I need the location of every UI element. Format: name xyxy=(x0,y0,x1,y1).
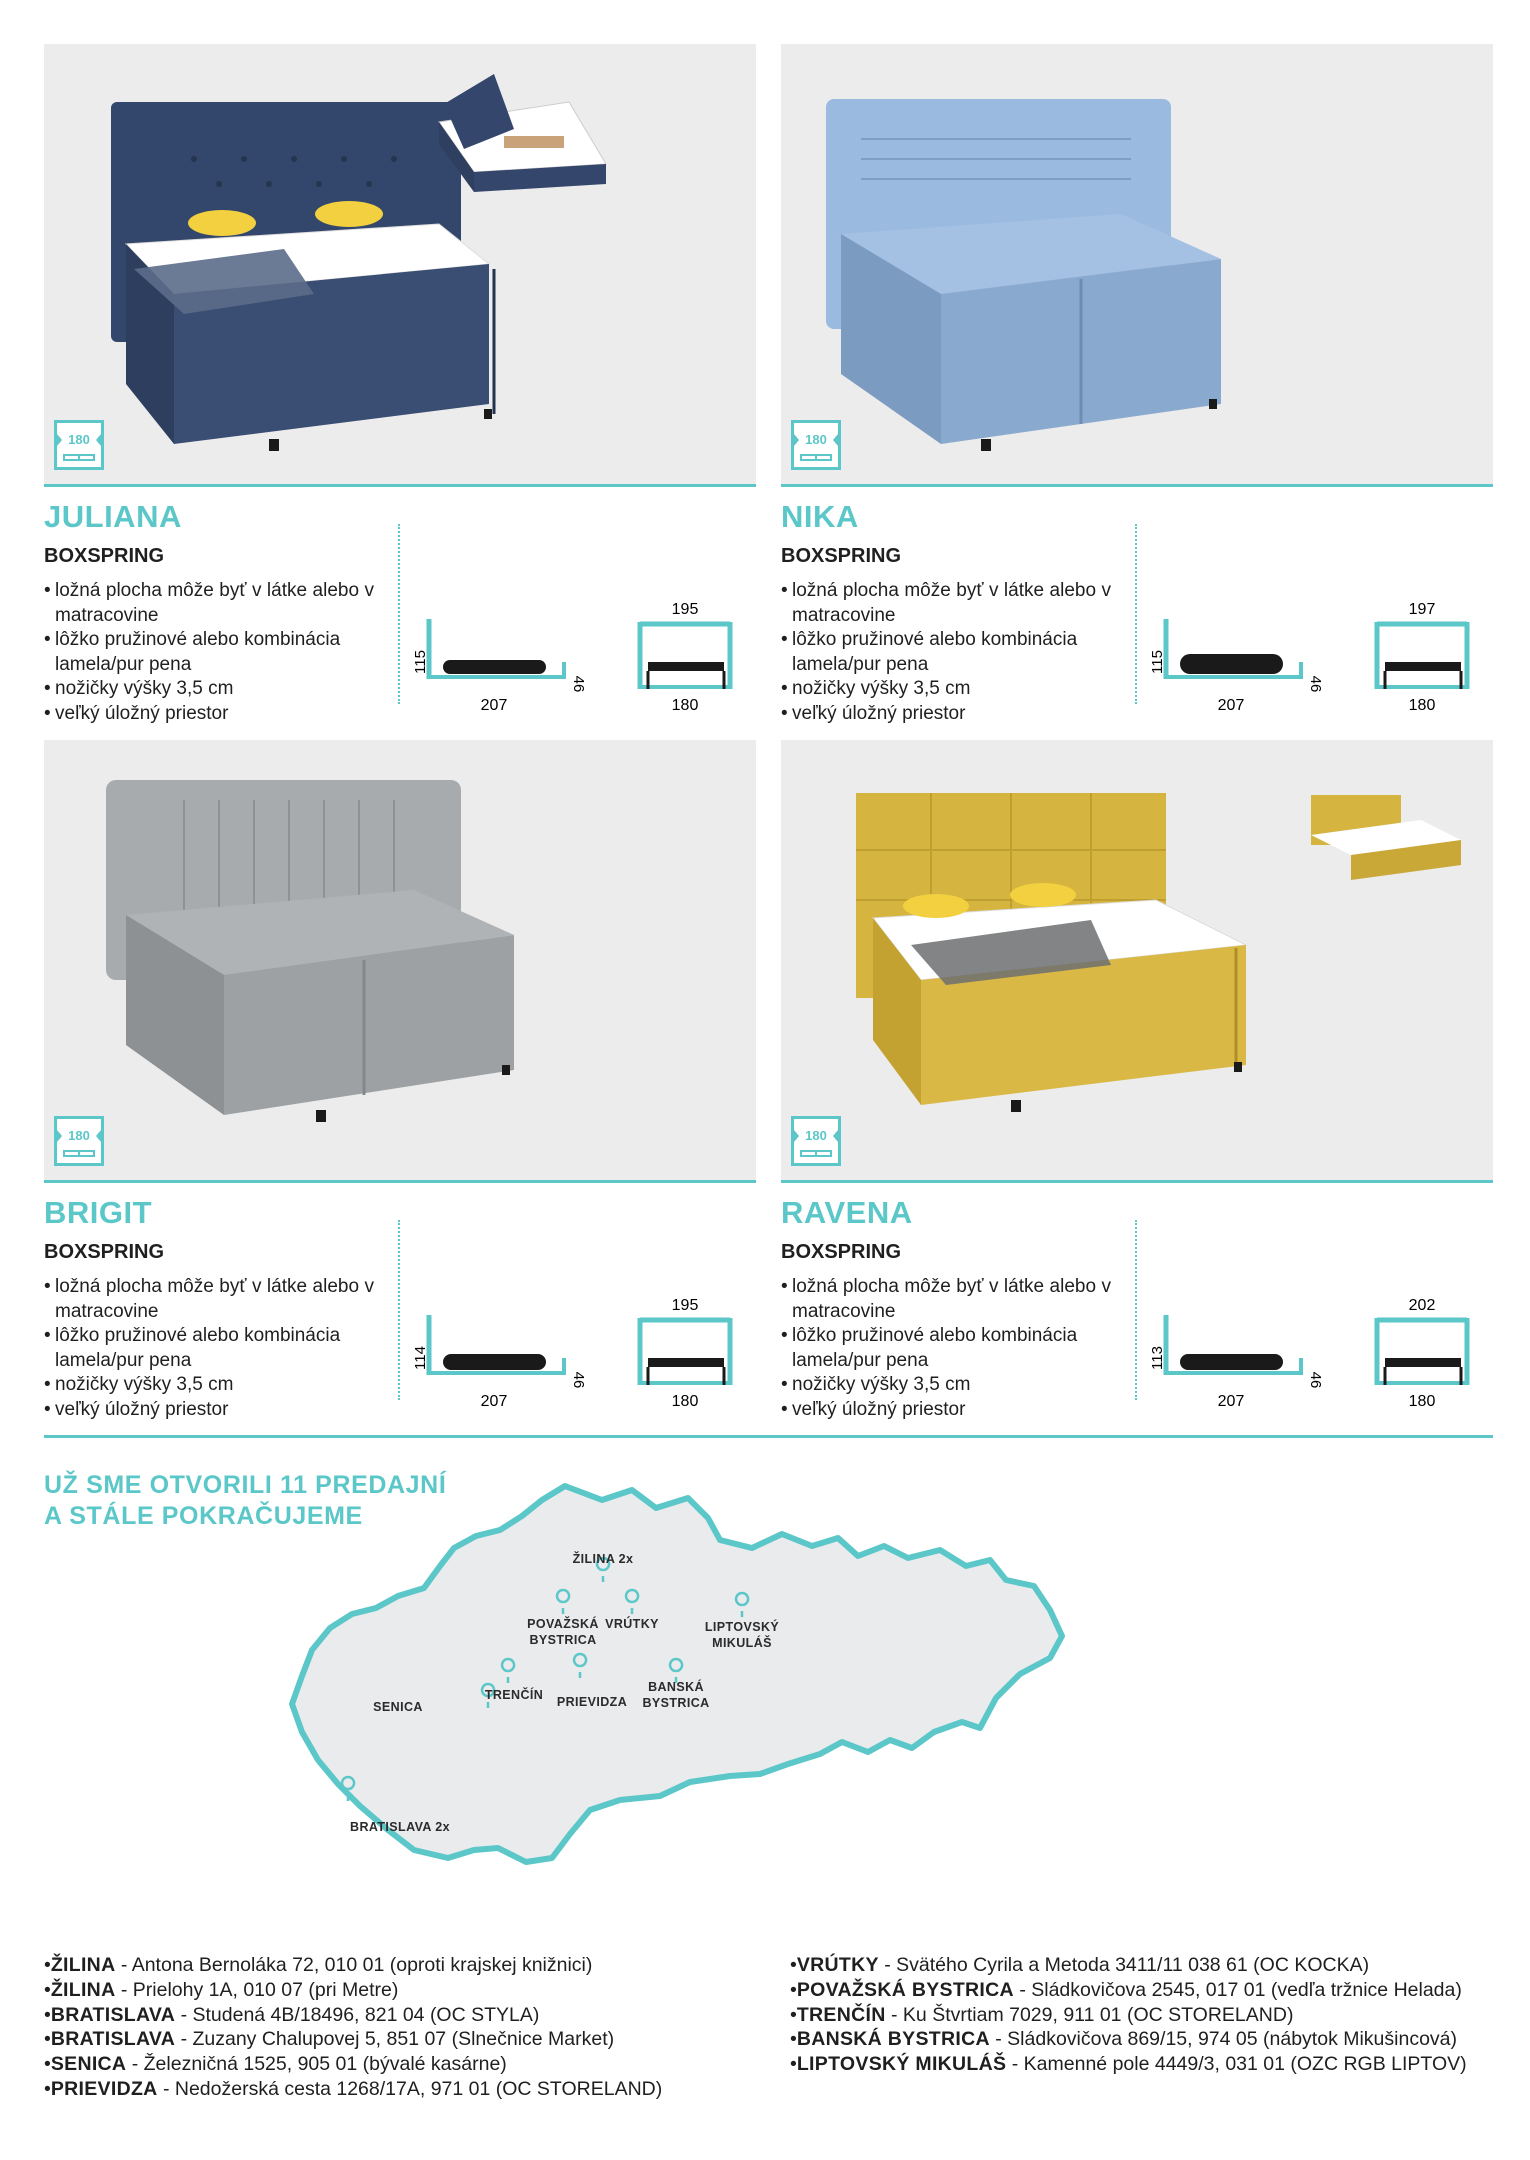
dimension-diagram xyxy=(1149,544,1476,714)
pin-label: TRENČÍN xyxy=(484,1688,544,1702)
product-name: RAVENA xyxy=(781,1195,913,1230)
width-180-badge xyxy=(54,420,104,470)
dim-outer-width: 195 xyxy=(671,1297,699,1314)
feature-item: • veľký úložný priestor xyxy=(44,1398,374,1423)
dim-outer-width: 197 xyxy=(1408,601,1436,618)
arrow-right-icon xyxy=(833,434,838,446)
pin-label: BYSTRICA xyxy=(529,1633,597,1647)
product-card-brigit xyxy=(44,740,756,1430)
arrow-right-icon xyxy=(96,1130,101,1142)
dim-height: 115 xyxy=(1149,650,1166,674)
pin-label: BRATISLAVA 2x xyxy=(350,1820,450,1834)
dim-height: 114 xyxy=(412,1346,429,1370)
store-item xyxy=(790,2052,1467,2077)
slovakia-map xyxy=(290,1478,1530,1943)
dotted-divider xyxy=(1135,524,1137,704)
width-180-badge xyxy=(54,1116,104,1166)
feature-item: • lôžko pružinové alebo kombinácia lamela/pur pena xyxy=(781,1324,1111,1373)
feature-list xyxy=(781,579,1111,727)
dotted-divider xyxy=(398,524,400,704)
arrow-right-icon xyxy=(96,434,101,446)
badge-text: 180 xyxy=(805,432,827,447)
store-city: LIPTOVSKÝ MIKULÁŠ xyxy=(796,2053,1007,2076)
feature-item: • nožičky výšky 3,5 cm xyxy=(44,677,374,702)
dim-length: 207 xyxy=(1217,1393,1245,1410)
dim-side-height: 46 xyxy=(1307,675,1324,693)
product-photo xyxy=(44,740,756,1180)
feature-item: • lôžko pružinové alebo kombinácia lamela/pur pena xyxy=(44,1324,374,1373)
pin-label: SENICA xyxy=(373,1700,423,1714)
store-item xyxy=(44,1978,662,2003)
store-city: PRIEVIDZA xyxy=(50,2077,158,2100)
dim-length: 207 xyxy=(480,1393,508,1410)
store-item xyxy=(44,1953,662,1978)
product-name: NIKA xyxy=(781,499,859,534)
dotted-divider xyxy=(398,1220,400,1400)
headline-line: A STÁLE POKRAČUJEME xyxy=(44,1502,363,1530)
store-city: ŽILINA xyxy=(50,1954,116,1976)
dim-length: 207 xyxy=(1217,697,1245,714)
pin-label: BYSTRICA xyxy=(642,1696,710,1710)
store-address: - Antona Bernoláka 72, 010 01 (oproti krajskej knižnici) xyxy=(115,1954,593,1976)
arrow-right-icon xyxy=(833,1130,838,1142)
store-city: VRÚTKY xyxy=(796,1954,879,1976)
store-address: - Studená 4B/18496, 821 04 (OC STYLA) xyxy=(175,2003,540,2026)
dim-side-height: 46 xyxy=(570,1371,587,1389)
store-address: - Nedožerská cesta 1268/17A, 971 01 (OC STORELAND) xyxy=(157,2077,663,2100)
feature-item: • ložná plocha môže byť v látke alebo v matracovine xyxy=(44,579,374,628)
feature-item: • nožičky výšky 3,5 cm xyxy=(44,1373,374,1398)
store-list-right xyxy=(790,1953,1467,2077)
product-type: BOXSPRING xyxy=(781,1241,902,1263)
pin-label: VRÚTKY xyxy=(605,1617,659,1631)
pin-label: MIKULÁŠ xyxy=(712,1636,772,1650)
store-item xyxy=(44,2003,662,2028)
section-rule xyxy=(781,1180,1493,1183)
badge-text: 180 xyxy=(68,432,90,447)
width-180-badge xyxy=(791,420,841,470)
store-address: - Ku Štvrtiam 7029, 911 01 (OC STORELAND) xyxy=(885,2003,1294,2026)
store-item xyxy=(790,1953,1467,1978)
store-address: - Železničná 1525, 905 01 (bývalé kasárne) xyxy=(126,2053,507,2076)
store-city: POVAŽSKÁ BYSTRICA xyxy=(796,1978,1014,2001)
dimension-diagram xyxy=(1149,1240,1476,1410)
section-rule xyxy=(44,1180,756,1183)
store-city: ŽILINA xyxy=(50,1978,116,2001)
dim-outer-width: 195 xyxy=(671,601,699,618)
dim-inner-width: 180 xyxy=(1408,697,1436,714)
section-rule xyxy=(44,1435,1493,1438)
store-city: BANSKÁ BYSTRICA xyxy=(796,2028,990,2051)
feature-item: • nožičky výšky 3,5 cm xyxy=(781,1373,1111,1398)
dim-height: 115 xyxy=(412,650,429,674)
store-item xyxy=(790,2003,1467,2028)
store-item xyxy=(790,1978,1467,2003)
dim-inner-width: 180 xyxy=(671,697,699,714)
dim-outer-width: 202 xyxy=(1408,1297,1436,1314)
headline-line: UŽ SME OTVORILI 11 PREDAJNÍ xyxy=(44,1471,447,1499)
store-item xyxy=(44,2027,662,2052)
feature-item: • lôžko pružinové alebo kombinácia lamela/pur pena xyxy=(781,628,1111,677)
pin-label: LIPTOVSKÝ xyxy=(704,1620,780,1634)
feature-list xyxy=(44,579,374,727)
product-type: BOXSPRING xyxy=(44,545,165,567)
store-city: SENICA xyxy=(50,2053,127,2076)
store-city: BRATISLAVA xyxy=(50,2003,176,2026)
store-item xyxy=(44,2052,662,2077)
dim-side-height: 46 xyxy=(1307,1371,1324,1389)
dim-height: 113 xyxy=(1149,1346,1166,1370)
store-address: - Prielohy 1A, 010 07 (pri Metre) xyxy=(115,1978,399,2001)
badge-text: 180 xyxy=(68,1128,90,1143)
store-address: - Zuzany Chalupovej 5, 851 07 (Slnečnice Market) xyxy=(175,2028,615,2051)
section-rule xyxy=(781,484,1493,487)
feature-item: • lôžko pružinové alebo kombinácia lamela/pur pena xyxy=(44,628,374,677)
dimension-diagram xyxy=(412,544,739,714)
feature-item: • ložná plocha môže byť v látke alebo v matracovine xyxy=(44,1275,374,1324)
badge-text: 180 xyxy=(805,1128,827,1143)
store-address: - Svätého Cyrila a Metoda 3411/11 038 61 (OC KOCKA) xyxy=(878,1954,1370,1976)
feature-item: • nožičky výšky 3,5 cm xyxy=(781,677,1111,702)
store-list-left xyxy=(44,1953,662,2102)
store-item xyxy=(790,2027,1467,2052)
store-address: - Sládkovičova 2545, 017 01 (vedľa tržnice Helada) xyxy=(1013,1978,1462,2001)
product-photo xyxy=(781,44,1493,484)
store-address: - Kamenné pole 4449/3, 031 01 (OZC RGB LIPTOV) xyxy=(1006,2053,1467,2076)
bed-width-icon xyxy=(63,454,95,461)
product-card-juliana xyxy=(44,44,756,734)
feature-item: • ložná plocha môže byť v látke alebo v matracovine xyxy=(781,1275,1111,1324)
store-address: - Sládkovičova 869/15, 974 05 (nábytok Mikušincová) xyxy=(989,2028,1458,2051)
feature-item: • ložná plocha môže byť v látke alebo v matracovine xyxy=(781,579,1111,628)
bed-width-icon xyxy=(63,1150,95,1157)
dim-side-height: 46 xyxy=(570,675,587,693)
dim-inner-width: 180 xyxy=(671,1393,699,1410)
feature-item: • veľký úložný priestor xyxy=(44,702,374,727)
product-type: BOXSPRING xyxy=(781,545,902,567)
store-city: TRENČÍN xyxy=(796,2003,886,2026)
product-photo xyxy=(44,44,756,484)
product-name: BRIGIT xyxy=(44,1195,153,1230)
bed-width-icon xyxy=(800,1150,832,1157)
product-card-ravena xyxy=(781,740,1493,1430)
width-180-badge xyxy=(791,1116,841,1166)
bed-width-icon xyxy=(800,454,832,461)
pin-label: ŽILINA 2x xyxy=(572,1552,634,1566)
pin-label: POVAŽSKÁ xyxy=(527,1617,599,1631)
feature-list xyxy=(44,1275,374,1423)
dotted-divider xyxy=(1135,1220,1137,1400)
product-photo xyxy=(781,740,1493,1180)
product-card-nika xyxy=(781,44,1493,734)
pin-label: PRIEVIDZA xyxy=(556,1695,628,1709)
store-city: BRATISLAVA xyxy=(50,2028,176,2051)
section-rule xyxy=(44,484,756,487)
dim-length: 207 xyxy=(480,697,508,714)
feature-item: • veľký úložný priestor xyxy=(781,702,1111,727)
dimension-diagram xyxy=(412,1240,739,1410)
product-name: JULIANA xyxy=(44,499,182,534)
feature-item: • veľký úložný priestor xyxy=(781,1398,1111,1423)
dim-inner-width: 180 xyxy=(1408,1393,1436,1410)
product-type: BOXSPRING xyxy=(44,1241,165,1263)
pin-label: BANSKÁ xyxy=(648,1680,704,1694)
store-item xyxy=(44,2077,662,2102)
feature-list xyxy=(781,1275,1111,1423)
